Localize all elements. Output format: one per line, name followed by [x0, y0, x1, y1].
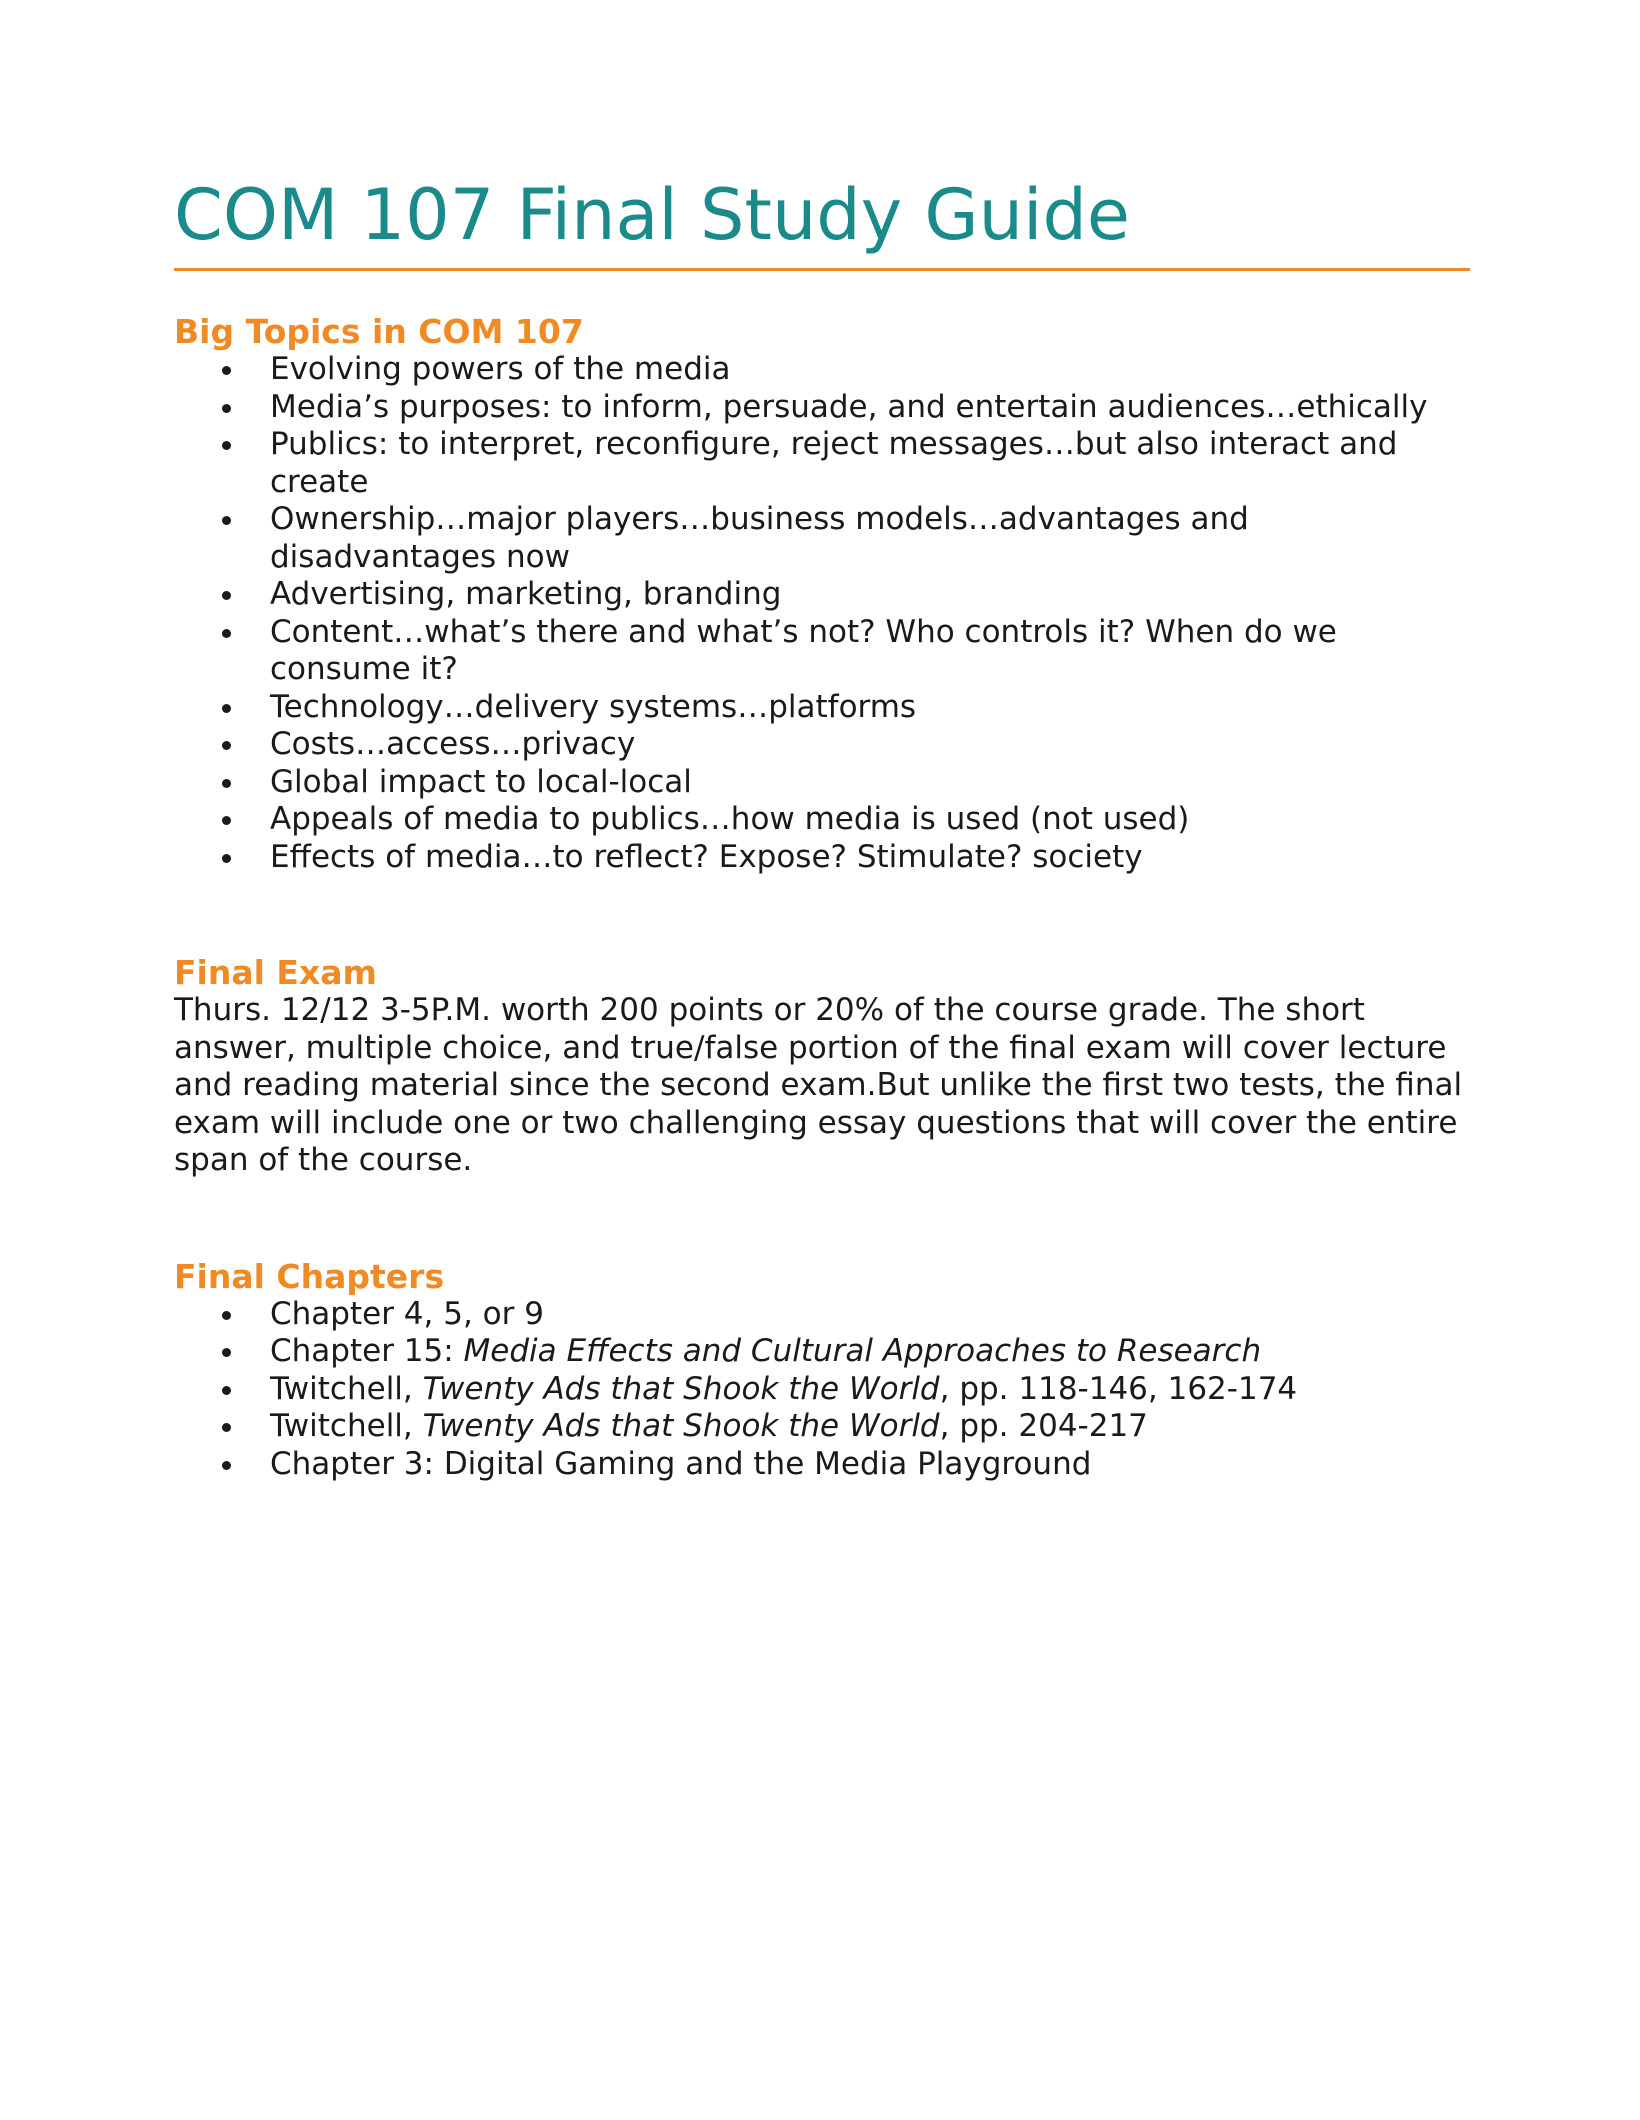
list-item: [174, 576, 1470, 614]
chapters-heading: Final Chapters: [174, 1256, 445, 1296]
bullet-icon: [222, 516, 231, 525]
list-item: [174, 1408, 1470, 1446]
bullet-icon: [222, 591, 231, 600]
list-item-text: Global impact to local-local: [270, 763, 692, 800]
bullet-icon: [222, 1348, 231, 1357]
bullet-icon: [222, 1461, 231, 1470]
chapter-prefix: Chapter 4, 5, or 9: [270, 1295, 544, 1332]
chapter-suffix: , pp. 204-217: [939, 1408, 1148, 1444]
list-item-text: Evolving powers of the media: [270, 351, 731, 387]
document-page: [174, 170, 1470, 1483]
list-item: [174, 1296, 1470, 1334]
list-item-text: Media’s purposes: to inform, persuade, and entertain audiences…ethically: [270, 388, 1428, 425]
bullet-icon: [222, 854, 231, 863]
list-item: [174, 1446, 1470, 1484]
list-item: [174, 764, 1470, 802]
list-item: [174, 389, 1470, 427]
chapter-prefix: Twitchell,: [270, 1370, 423, 1407]
chapter-prefix: Chapter 15:: [270, 1333, 464, 1369]
bullet-icon: [222, 704, 231, 713]
bullet-icon: [222, 779, 231, 788]
bullet-icon: [222, 404, 231, 413]
bullet-icon: [222, 1423, 231, 1432]
list-item-text: Ownership…major players…business models…advantages and disadvantages now: [270, 501, 1249, 575]
list-item-text: Content…what’s there and what’s not? Who controls it? When do we consume it?: [270, 613, 1337, 687]
bullet-icon: [222, 1386, 231, 1395]
bullet-icon: [222, 441, 231, 450]
chapter-suffix: , pp. 118-146, 162-174: [939, 1370, 1298, 1407]
bullet-icon: [222, 816, 231, 825]
list-item-text: Advertising, marketing, branding: [270, 576, 782, 612]
exam-heading: Final Exam: [174, 953, 377, 992]
list-item: [174, 1371, 1470, 1409]
chapter-title: Twenty Ads that Shook the World: [422, 1370, 940, 1407]
chapter-title: Twenty Ads that Shook the World: [422, 1408, 940, 1444]
list-item-text: Costs…access…privacy: [270, 726, 636, 762]
list-item: [174, 726, 1470, 764]
list-item: [174, 801, 1470, 839]
bullet-icon: [222, 741, 231, 750]
chapter-prefix: Twitchell,: [270, 1408, 423, 1444]
topics-list: [174, 351, 1470, 876]
list-item-text: Publics: to interpret, reconfigure, reject messages…but also interact and create: [270, 426, 1398, 500]
list-item: [174, 1333, 1470, 1371]
chapters-list: [174, 1296, 1470, 1484]
list-item-text: Effects of media…to reflect? Expose? Stimulate? society: [270, 838, 1143, 875]
chapter-title: Media Effects and Cultural Approaches to Research: [463, 1333, 1262, 1369]
document-title: COM 107 Final Study Guide: [174, 170, 1470, 271]
list-item: [174, 501, 1470, 576]
list-item: [174, 839, 1470, 877]
bullet-icon: [222, 1311, 231, 1320]
list-item: [174, 351, 1470, 389]
exam-description: Thurs. 12/12 3-5P.M. worth 200 points or 20% of the course grade. The short answer, multiple choice, and true/false portion of the final exam will cover lecture and reading material since the second exam.But unlike the first two tests, the final exam will include one or two challenging essay questions that will cover the entire span of the course.: [174, 992, 1463, 1178]
list-item-text: Appeals of media to publics…how media is used (not used): [270, 801, 1190, 837]
bullet-icon: [222, 629, 231, 638]
list-item-text: Technology…delivery systems…platforms: [270, 688, 917, 725]
bullet-icon: [222, 366, 231, 375]
chapter-prefix: Chapter 3: Digital Gaming and the Media Playground: [270, 1445, 1092, 1482]
list-item: [174, 426, 1470, 501]
list-item: [174, 614, 1470, 689]
list-item: [174, 689, 1470, 727]
topics-heading: Big Topics in COM 107: [174, 312, 584, 351]
